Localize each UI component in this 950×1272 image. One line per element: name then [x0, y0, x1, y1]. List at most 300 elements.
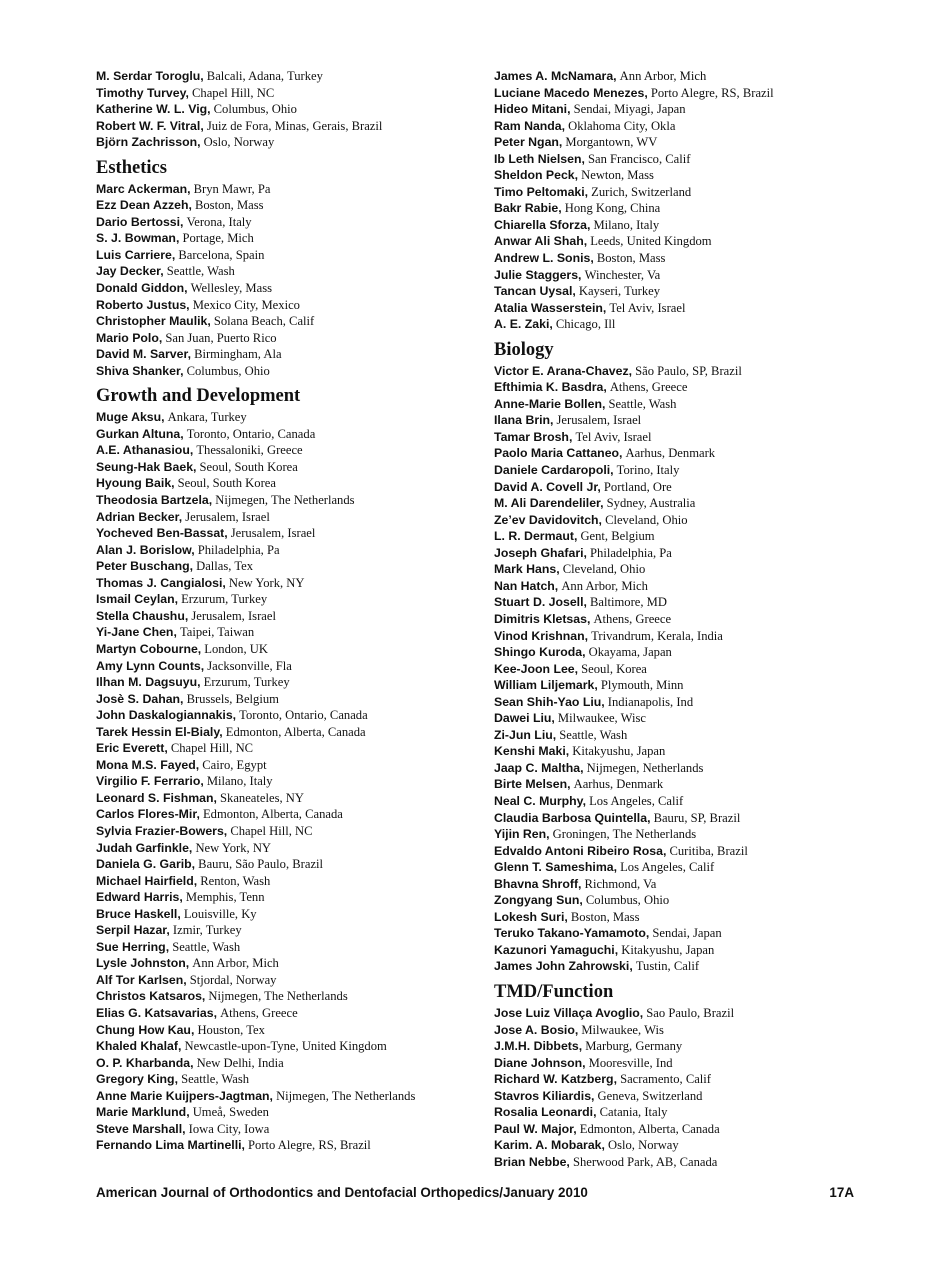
reviewer-name: Lokesh Suri,: [494, 909, 568, 924]
reviewer-name: Björn Zachrisson,: [96, 135, 201, 150]
reviewer-entry: [96, 280, 476, 297]
reviewer-entry: [494, 892, 874, 909]
reviewer-location: Richmond, Va: [584, 876, 657, 891]
reviewer-name: Sean Shih-Yao Liu,: [494, 694, 605, 709]
reviewer-entry: [96, 1088, 476, 1105]
reviewer-entry: [494, 1038, 874, 1055]
reviewer-name: Theodosia Bartzela,: [96, 493, 213, 508]
reviewer-location: Winchester, Va: [584, 267, 661, 282]
reviewer-location: Jacksonville, Fla: [207, 658, 292, 673]
reviewer-name: Ze’ev Davidovitch,: [494, 512, 602, 527]
reviewer-entry: [494, 167, 874, 184]
reviewer-location: Columbus, Ohio: [186, 363, 270, 378]
reviewer-location: Bryn Mawr, Pa: [193, 181, 271, 196]
reviewer-entry: [96, 856, 476, 873]
reviewer-name: Judah Garfinkle,: [96, 840, 193, 855]
reviewer-location: Wellesley, Mass: [190, 281, 273, 296]
reviewer-name: Ilana Brin,: [494, 413, 554, 428]
reviewer-name: Yocheved Ben-Bassat,: [96, 526, 228, 541]
reviewer-name: Carlos Flores-Mir,: [96, 807, 200, 822]
reviewer-entry: [494, 300, 874, 317]
reviewer-entry: [494, 661, 874, 678]
reviewer-entry: [494, 445, 874, 462]
reviewer-location: Athens, Greece: [220, 1005, 298, 1020]
reviewer-entry: [96, 1005, 476, 1022]
reviewer-location: Newton, Mass: [581, 168, 654, 183]
reviewer-location: Nijmegen, The Netherlands: [276, 1088, 416, 1103]
reviewer-name: Donald Giddon,: [96, 281, 188, 296]
reviewer-location: Houston, Tex: [197, 1022, 265, 1037]
reviewer-entry: [494, 727, 874, 744]
reviewer-location: Tel Aviv, Israel: [575, 429, 652, 444]
reviewer-name: Serpil Hazar,: [96, 923, 170, 938]
reviewer-entry: [96, 475, 476, 492]
reviewer-name: Tarek Hessin El-Bialy,: [96, 724, 223, 739]
reviewer-entry: [96, 1022, 476, 1039]
reviewer-location: Seoul, South Korea: [199, 459, 298, 474]
reviewer-name: L. R. Dermaut,: [494, 529, 578, 544]
reviewer-location: Newcastle-upon-Tyne, United Kingdom: [184, 1039, 387, 1054]
reviewer-entry: [494, 134, 874, 151]
reviewer-name: O. P. Kharbanda,: [96, 1055, 194, 1070]
reviewer-entry: [96, 955, 476, 972]
reviewer-name: Sue Herring,: [96, 939, 170, 954]
reviewer-name: Ram Nanda,: [494, 118, 566, 133]
reviewer-location: Leeds, United Kingdom: [590, 234, 712, 249]
reviewer-location: Plymouth, Minn: [600, 678, 684, 693]
reviewer-entry: [96, 1055, 476, 1072]
reviewer-location: Renton, Wash: [200, 873, 271, 888]
reviewer-location: Jerusalem, Israel: [191, 608, 276, 623]
reviewer-entry: [96, 346, 476, 363]
reviewer-entry: [494, 710, 874, 727]
reviewer-location: Ann Arbor, Mich: [619, 69, 707, 83]
reviewer-name: Rosalia Leonardi,: [494, 1105, 597, 1120]
reviewer-name: Efthimia K. Basdra,: [494, 380, 607, 395]
reviewer-entry: [96, 773, 476, 790]
reviewer-entry: [494, 528, 874, 545]
reviewer-entry: [96, 247, 476, 264]
reviewer-location: Columbus, Ohio: [585, 893, 670, 908]
reviewer-name: Josè S. Dahan,: [96, 691, 184, 706]
reviewer-location: Boston, Mass: [570, 909, 640, 924]
reviewer-entry: [96, 740, 476, 757]
reviewer-entry: [96, 972, 476, 989]
reviewer-location: Seattle, Wash: [608, 396, 677, 411]
reviewer-entry: [494, 151, 874, 168]
reviewer-name: Daniela G. Garib,: [96, 857, 196, 872]
reviewer-location: Athens, Greece: [609, 380, 688, 395]
reviewer-name: Gregory King,: [96, 1072, 178, 1087]
reviewer-name: Paul W. Major,: [494, 1121, 577, 1136]
reviewer-entry: [494, 578, 874, 595]
reviewer-name: Karim. A. Mobarak,: [494, 1138, 605, 1153]
reviewer-name: Kenshi Maki,: [494, 744, 570, 759]
reviewer-location: Seattle, Wash: [559, 727, 628, 742]
reviewer-location: Ann Arbor, Mich: [561, 578, 648, 593]
reviewer-name: Zi-Jun Liu,: [494, 727, 557, 742]
reviewer-entry: [96, 459, 476, 476]
reviewer-name: Robert W. F. Vitral,: [96, 118, 204, 133]
reviewer-name: Chung How Kau,: [96, 1022, 195, 1037]
reviewer-location: Chapel Hill, NC: [230, 823, 313, 838]
reviewer-entry: [494, 810, 874, 827]
reviewer-name: Victor E. Arana-Chavez,: [494, 363, 633, 378]
reviewer-entry: [96, 85, 476, 102]
reviewer-entry: [494, 1088, 874, 1105]
reviewer-name: A. E. Zaki,: [494, 317, 553, 332]
reviewer-name: Leonard S. Fishman,: [96, 790, 217, 805]
reviewer-entry: [96, 426, 476, 443]
reviewer-location: Erzurum, Turkey: [203, 675, 290, 690]
reviewer-entry: [96, 1071, 476, 1088]
reviewer-name: Richard W. Katzberg,: [494, 1072, 617, 1087]
reviewer-name: Edward Harris,: [96, 890, 183, 905]
reviewer-name: Tamar Brosh,: [494, 429, 573, 444]
reviewer-location: Seoul, South Korea: [177, 476, 276, 491]
reviewer-entry: [96, 823, 476, 840]
reviewer-entry: [494, 233, 874, 250]
reviewer-location: Boston, Mass: [596, 251, 666, 266]
reviewer-name: Anne Marie Kuijpers-Jagtman,: [96, 1088, 273, 1103]
reviewer-entry: [96, 409, 476, 426]
reviewer-entry: [494, 561, 874, 578]
reviewer-name: Jay Decker,: [96, 264, 164, 279]
reviewer-entry: [96, 922, 476, 939]
reviewer-location: Bauru, São Paulo, Brazil: [198, 857, 324, 872]
reviewer-entry: [96, 790, 476, 807]
reviewer-name: Edvaldo Antoni Ribeiro Rosa,: [494, 843, 667, 858]
right-column: [494, 68, 874, 1170]
reviewer-entry: [494, 1071, 874, 1088]
reviewer-name: Virgilio F. Ferrario,: [96, 774, 204, 789]
reviewer-entry: [96, 707, 476, 724]
reviewer-name: Glenn T. Sameshima,: [494, 860, 618, 875]
reviewer-location: Sacramento, Calif: [620, 1072, 712, 1087]
reviewer-name: Vinod Krishnan,: [494, 628, 589, 643]
reviewer-name: Lysle Johnston,: [96, 956, 190, 971]
reviewer-name: Yi-Jane Chen,: [96, 625, 177, 640]
reviewer-entry: [494, 628, 874, 645]
reviewer-location: Toronto, Ontario, Canada: [186, 426, 316, 441]
reviewer-name: Elias G. Katsavarias,: [96, 1005, 217, 1020]
reviewer-name: Khaled Khalaf,: [96, 1039, 182, 1054]
reviewer-name: Timothy Turvey,: [96, 85, 189, 100]
reviewer-name: Michael Hairfield,: [96, 873, 198, 888]
reviewer-location: Milwaukee, Wis: [581, 1022, 664, 1037]
reviewer-entry: [96, 1137, 476, 1154]
reviewer-entry: [494, 363, 874, 380]
reviewer-entry: [494, 859, 874, 876]
reviewer-name: J.M.H. Dibbets,: [494, 1039, 583, 1054]
reviewer-location: Thessaloniki, Greece: [196, 443, 303, 458]
reviewer-entry: [494, 184, 874, 201]
reviewer-location: Aarhus, Denmark: [625, 446, 716, 461]
reviewer-entry: [96, 101, 476, 118]
reviewer-location: Oslo, Norway: [608, 1138, 679, 1153]
reviewer-name: Alf Tor Karlsen,: [96, 972, 187, 987]
reviewer-location: Seattle, Wash: [172, 939, 241, 954]
reviewer-entry: [494, 1104, 874, 1121]
reviewer-name: Atalia Wasserstein,: [494, 300, 607, 315]
reviewer-location: Chapel Hill, NC: [192, 85, 275, 100]
reviewer-entry: [494, 1121, 874, 1138]
reviewer-location: Edmonton, Alberta, Canada: [579, 1121, 720, 1136]
reviewer-entry: [96, 1104, 476, 1121]
reviewer-name: Diane Johnson,: [494, 1055, 586, 1070]
reviewer-name: S. J. Bowman,: [96, 231, 180, 246]
reviewer-entry: [494, 1137, 874, 1154]
reviewer-location: Catania, Italy: [599, 1105, 668, 1120]
reviewer-entry: [494, 909, 874, 926]
reviewer-location: Aarhus, Denmark: [573, 777, 664, 792]
reviewer-entry: [494, 611, 874, 628]
reviewer-name: Stuart D. Josell,: [494, 595, 587, 610]
reviewer-name: Jose A. Bosio,: [494, 1022, 579, 1037]
reviewer-name: Ezz Dean Azzeh,: [96, 198, 192, 213]
reviewer-location: Indianapolis, Ind: [607, 694, 694, 709]
reviewer-name: Luis Carriere,: [96, 247, 176, 262]
reviewer-name: Hyoung Baik,: [96, 476, 175, 491]
reviewer-entry: [96, 658, 476, 675]
reviewer-location: Zurich, Switzerland: [591, 184, 692, 199]
reviewer-name: Joseph Ghafari,: [494, 545, 587, 560]
reviewer-name: Andrew L. Sonis,: [494, 251, 594, 266]
reviewer-location: Iowa City, Iowa: [188, 1121, 270, 1136]
left-column: [96, 68, 476, 1154]
reviewer-entry: [494, 512, 874, 529]
reviewer-location: New York, NY: [195, 840, 272, 855]
reviewer-entry: [494, 85, 874, 102]
reviewer-location: Cleveland, Ohio: [562, 562, 646, 577]
reviewer-location: Nijmegen, Netherlands: [586, 760, 704, 775]
reviewer-entry: [96, 691, 476, 708]
reviewer-name: Daniele Cardaropoli,: [494, 463, 614, 478]
section-heading: Growth and Development: [96, 386, 301, 407]
reviewer-entry: [494, 677, 874, 694]
reviewer-entry: [494, 429, 874, 446]
reviewer-name: Alan J. Borislow,: [96, 542, 195, 557]
reviewer-name: Brian Nebbe,: [494, 1154, 570, 1169]
reviewer-name: Christopher Maulik,: [96, 314, 211, 329]
reviewer-entry: [96, 873, 476, 890]
reviewer-entry: [96, 197, 476, 214]
reviewer-location: Balcali, Adana, Turkey: [206, 69, 323, 83]
reviewer-location: Portage, Mich: [182, 231, 254, 246]
reviewer-name: Chiarella Sforza,: [494, 217, 591, 232]
reviewer-location: São Paulo, SP, Brazil: [635, 363, 742, 378]
reviewer-name: Julie Staggers,: [494, 267, 582, 282]
reviewer-location: Memphis, Tenn: [185, 890, 265, 905]
reviewer-location: Kitakyushu, Japan: [572, 744, 666, 759]
reviewer-name: Anwar Ali Shah,: [494, 234, 588, 249]
reviewer-entry: [494, 545, 874, 562]
reviewer-location: Jerusalem, Israel: [185, 509, 270, 524]
reviewer-entry: [96, 134, 476, 151]
reviewer-name: Dario Bertossi,: [96, 214, 184, 229]
section-heading: Esthetics: [96, 157, 167, 178]
reviewer-location: Curitiba, Brazil: [669, 843, 748, 858]
reviewer-location: San Francisco, Calif: [587, 151, 691, 166]
reviewer-location: Sendai, Japan: [652, 926, 722, 941]
reviewer-name: Dimitris Kletsas,: [494, 611, 591, 626]
reviewer-name: Timo Peltomaki,: [494, 184, 589, 199]
page-number: 17A: [829, 1185, 854, 1200]
reviewer-entry: [96, 641, 476, 658]
reviewer-location: Tustin, Calif: [635, 959, 700, 974]
reviewer-entry: [494, 826, 874, 843]
reviewer-location: Porto Alegre, RS, Brazil: [650, 85, 774, 100]
reviewer-name: Peter Ngan,: [494, 135, 563, 150]
reviewer-name: David A. Covell Jr,: [494, 479, 601, 494]
reviewer-location: Milano, Italy: [206, 774, 273, 789]
reviewer-name: Jaap C. Maltha,: [494, 760, 584, 775]
reviewer-entry: [96, 330, 476, 347]
reviewer-location: Torino, Italy: [616, 463, 680, 478]
journal-citation: American Journal of Orthodontics and Dentofacial Orthopedics/January 2010: [96, 1185, 588, 1200]
reviewer-entry: [96, 509, 476, 526]
reviewer-location: Oslo, Norway: [203, 135, 275, 150]
reviewer-location: Barcelona, Spain: [178, 247, 265, 262]
reviewer-entry: [494, 694, 874, 711]
reviewer-location: Hong Kong, China: [564, 201, 661, 216]
reviewer-location: Los Angeles, Calif: [589, 793, 684, 808]
reviewer-location: Taipei, Taiwan: [179, 625, 255, 640]
reviewer-location: Milwaukee, Wisc: [557, 711, 646, 726]
reviewer-entry: [96, 1038, 476, 1055]
reviewer-location: Juiz de Fora, Minas, Gerais, Brazil: [206, 118, 383, 133]
reviewer-entry: [494, 760, 874, 777]
reviewer-name: Adrian Becker,: [96, 509, 183, 524]
reviewer-entry: [494, 594, 874, 611]
reviewer-name: Bakr Rabie,: [494, 201, 562, 216]
reviewer-entry: [494, 743, 874, 760]
reviewer-location: Edmonton, Alberta, Canada: [225, 724, 366, 739]
reviewer-name: Stella Chaushu,: [96, 608, 189, 623]
reviewer-location: Chapel Hill, NC: [170, 741, 254, 756]
reviewer-location: Seattle, Wash: [181, 1072, 250, 1087]
reviewer-name: Neal C. Murphy,: [494, 793, 587, 808]
reviewer-entry: [494, 412, 874, 429]
reviewer-entry: [96, 313, 476, 330]
reviewer-name: Sheldon Peck,: [494, 168, 579, 183]
reviewer-name: Luciane Macedo Menezes,: [494, 85, 648, 100]
reviewer-entry: [96, 724, 476, 741]
reviewer-name: Mona M.S. Fayed,: [96, 757, 200, 772]
reviewer-name: Shingo Kuroda,: [494, 645, 586, 660]
reviewer-entry: [96, 263, 476, 280]
reviewer-entry: [494, 250, 874, 267]
reviewer-location: New Delhi, India: [196, 1055, 284, 1070]
reviewer-location: Okayama, Japan: [588, 645, 672, 660]
reviewer-entry: [494, 68, 874, 85]
reviewer-location: Sendai, Miyagi, Japan: [573, 102, 686, 117]
reviewer-location: Erzurum, Turkey: [181, 592, 268, 607]
reviewer-location: Trivandrum, Kerala, India: [591, 628, 723, 643]
reviewer-location: Marburg, Germany: [585, 1039, 683, 1054]
reviewer-location: Jerusalem, Israel: [230, 526, 316, 541]
reviewer-location: Verona, Italy: [186, 214, 252, 229]
reviewer-name: Paolo Maria Cattaneo,: [494, 446, 623, 461]
reviewer-location: Nijmegen, The Netherlands: [215, 493, 355, 508]
reviewer-entry: [96, 674, 476, 691]
reviewer-name: Stavros Kiliardis,: [494, 1088, 595, 1103]
reviewer-location: Sao Paulo, Brazil: [646, 1005, 735, 1020]
reviewer-location: Portland, Ore: [603, 479, 672, 494]
reviewer-name: Kee-Joon Lee,: [494, 661, 579, 676]
reviewer-name: Claudia Barbosa Quintella,: [494, 810, 651, 825]
reviewer-name: Dawei Liu,: [494, 711, 555, 726]
reviewer-name: William Liljemark,: [494, 678, 598, 693]
reviewer-location: Chicago, Ill: [555, 317, 616, 332]
reviewer-entry: [96, 525, 476, 542]
reviewer-name: Yijin Ren,: [494, 827, 550, 842]
reviewer-entry: [494, 1005, 874, 1022]
reviewer-location: Kayseri, Turkey: [578, 284, 661, 299]
reviewer-location: Louisville, Ky: [183, 906, 257, 921]
reviewer-entry: [96, 542, 476, 559]
reviewer-entry: [494, 1154, 874, 1171]
reviewer-name: Ismail Ceylan,: [96, 592, 179, 607]
reviewer-location: Los Angeles, Calif: [620, 860, 715, 875]
reviewer-entry: [494, 283, 874, 300]
reviewer-entry: [494, 101, 874, 118]
reviewer-entry: [96, 297, 476, 314]
reviewer-location: London, UK: [204, 641, 268, 656]
reviewer-name: A.E. Athanasiou,: [96, 443, 194, 458]
reviewer-location: Groningen, The Netherlands: [552, 827, 697, 842]
reviewer-location: Sydney, Australia: [606, 496, 696, 511]
reviewer-entry: [96, 889, 476, 906]
reviewer-location: Nijmegen, The Netherlands: [208, 989, 348, 1004]
reviewer-entry: [494, 958, 874, 975]
reviewer-entry: [96, 575, 476, 592]
reviewer-entry: [494, 118, 874, 135]
reviewer-entry: [96, 214, 476, 231]
reviewer-name: Bhavna Shroff,: [494, 876, 582, 891]
reviewer-name: Seung-Hak Baek,: [96, 459, 197, 474]
reviewer-name: Katherine W. L. Vig,: [96, 102, 211, 117]
reviewer-location: Stjordal, Norway: [189, 972, 277, 987]
reviewer-entry: [96, 840, 476, 857]
reviewer-entry: [494, 843, 874, 860]
reviewer-entry: [494, 644, 874, 661]
reviewer-location: Baltimore, MD: [590, 595, 667, 610]
reviewer-entry: [96, 558, 476, 575]
reviewer-name: James A. McNamara,: [494, 69, 617, 83]
reviewer-entry: [494, 379, 874, 396]
reviewer-name: Marc Ackerman,: [96, 181, 191, 196]
reviewer-name: Hideo Mitani,: [494, 102, 571, 117]
reviewer-name: Jose Luiz Villaça Avoglio,: [494, 1005, 644, 1020]
reviewer-entry: [494, 942, 874, 959]
reviewer-entry: [96, 591, 476, 608]
reviewer-location: Seattle, Wash: [166, 264, 235, 279]
reviewer-entry: [96, 1121, 476, 1138]
reviewer-name: Nan Hatch,: [494, 578, 559, 593]
reviewer-location: Dallas, Tex: [196, 559, 254, 574]
reviewer-location: Athens, Greece: [593, 611, 672, 626]
reviewer-location: Izmir, Turkey: [172, 923, 242, 938]
reviewer-name: Tancan Uysal,: [494, 284, 576, 299]
reviewer-entry: [494, 876, 874, 893]
reviewer-name: M. Ali Darendeliler,: [494, 496, 604, 511]
reviewer-entry: [494, 925, 874, 942]
reviewer-location: Seoul, Korea: [581, 661, 647, 676]
reviewer-location: Geneva, Switzerland: [597, 1088, 703, 1103]
reviewer-name: Thomas J. Cangialosi,: [96, 575, 226, 590]
reviewer-name: Bruce Haskell,: [96, 906, 181, 921]
